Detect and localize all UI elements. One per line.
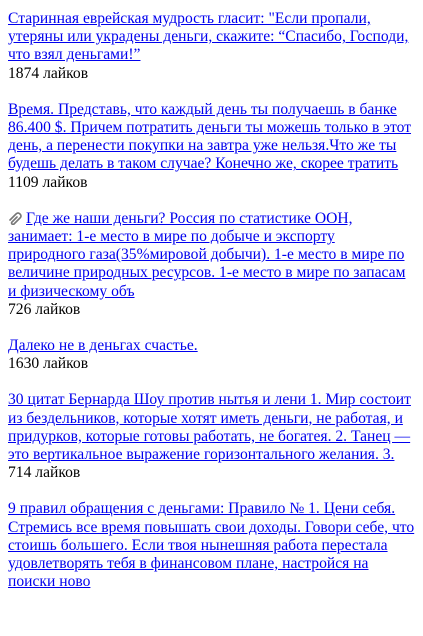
post-item [8,101,415,192]
post-link[interactable]: Время. Представь, что каждый день ты получаешь в банке 86.400 $. Причем потратить деньги ты можешь только в этот день, а перенести покупки на завтра уже нельзя.Что же ты будешь делать в таком случае? Конечно же, скорее тратить [8,100,412,173]
post-item [8,210,415,319]
post-link[interactable]: Старинная еврейская мудрость гласит: "Если пропали, утеряны или украдены деньги, скажите: “Спасибо, Господи, что взял деньгами!” [8,10,409,64]
post-link-text: Где же наши деньги? Россия по статистике ООН, занимает: 1-е место в мире по добыче и экспорту природного газа(35%мировой добычи). 1-е место в мире по величине природных ресурсов. 1-е место в мире по запасам и физическому объ [8,209,406,300]
post-link[interactable] [8,210,415,301]
likes-count: 1874 лайков [8,64,89,82]
likes-count: 1630 лайков [8,355,89,373]
post-link[interactable]: 9 правил обращения с деньгами: Правило № 1. Цени себя. Стремись все время повышать свои доходы. Говори себе, что стоишь большего. Если твоя нынешняя работа перестала удовлетворять тебя в финансовом плане, настройся на поиски ново [8,500,415,591]
post-link[interactable]: Далеко не в деньгах счастье. [8,337,198,355]
paperclip-icon [8,211,25,225]
post-item [8,10,415,83]
likes-count: 726 лайков [8,300,81,318]
likes-count: 1109 лайков [8,173,88,191]
post-item [8,337,415,373]
post-link[interactable]: 30 цитат Бернарда Шоу против нытья и лени 1. Мир состоит из бездельников, которые хотят иметь деньги, не работая, и придурков, которые готовы работать, не богатея. 2. Танец — это вертикальное выражение горизонтального желания. 3. [8,391,411,464]
likes-count: 714 лайков [8,464,81,482]
post-item [8,391,415,482]
post-item [8,500,415,591]
